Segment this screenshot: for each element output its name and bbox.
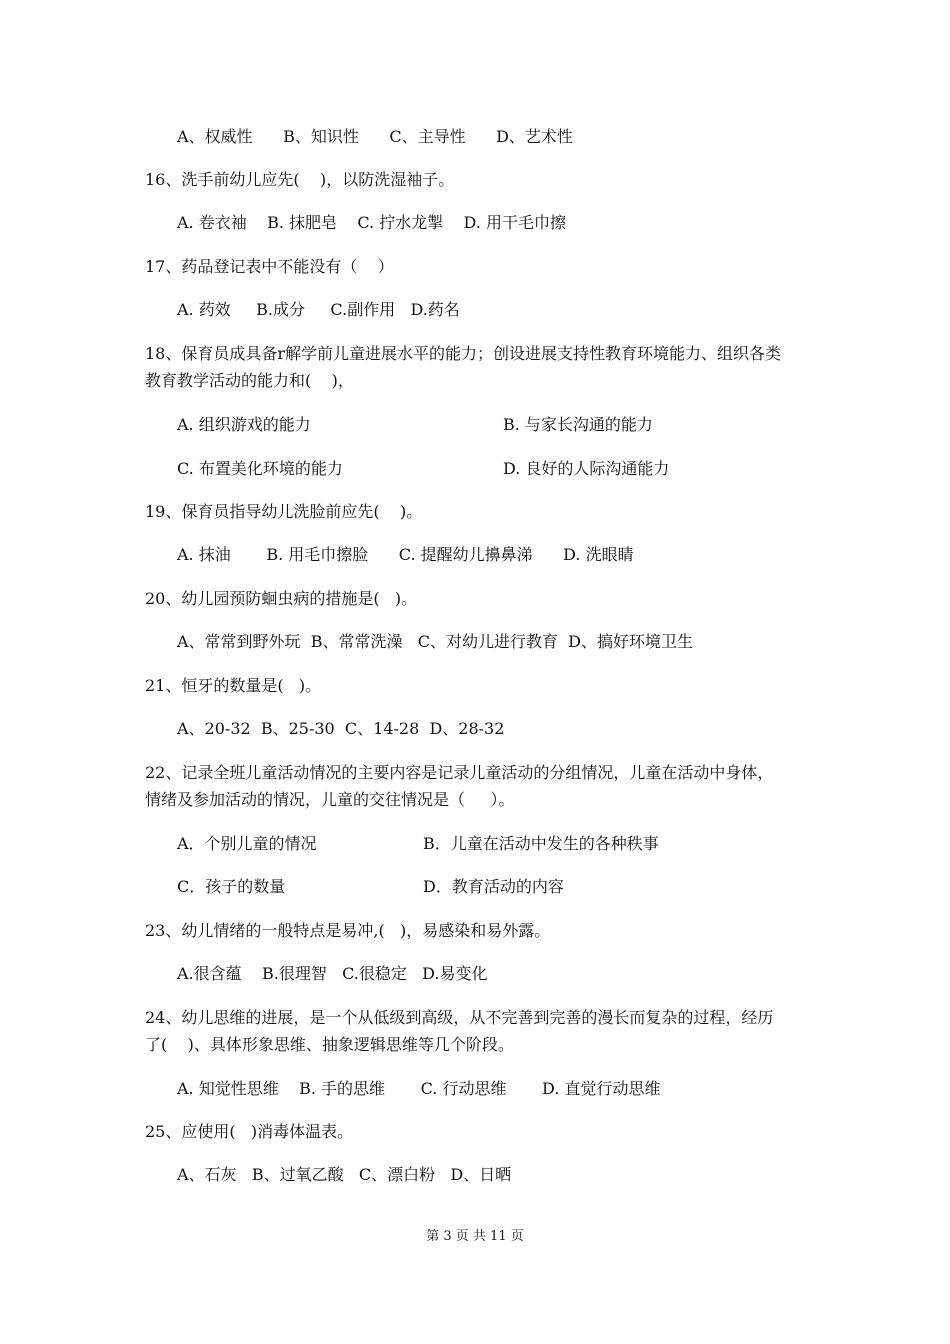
q18-stem-line2: 教育教学活动的能力和( )， xyxy=(145,371,354,390)
q25-options: A、石灰 B、过氧乙酸 C、漂白粉 D、日晒 xyxy=(177,1165,512,1184)
q16-options: A. 卷衣袖 B. 抹肥皂 C. 拧水龙掣 D. 用干毛巾擦 xyxy=(177,213,566,232)
q22-option-c: C．孩子的数量 xyxy=(177,877,286,896)
q18-stem-line1: 18、保育员成具备r解学前儿童进展水平的能力；创设进展支持性教育环境能力、组织各类 xyxy=(145,344,782,363)
page-footer: 第 3 页 共 11 页 xyxy=(426,1229,524,1244)
q24-stem-line2: 了( )、具体形象思维、抽象逻辑思维等几个阶段。 xyxy=(145,1035,514,1054)
q20-stem: 20、幼儿园预防蛔虫病的措施是( )。 xyxy=(145,589,418,608)
q22-stem-line2: 情绪及参加活动的情况，儿童的交往情况是（ ）。 xyxy=(145,790,515,809)
q23-stem: 23、幼儿情绪的一般特点是易冲,( )，易感染和易外露。 xyxy=(145,921,551,940)
q21-stem: 21、恒牙的数量是( )。 xyxy=(145,676,322,695)
q22-option-d: D．教育活动的内容 xyxy=(423,877,564,896)
q20-options: A、常常到野外玩 B、常常洗澡 C、对幼儿进行教育 D、搞好环境卫生 xyxy=(177,632,693,651)
q25-stem: 25、应使用( )消毒体温表。 xyxy=(145,1122,354,1141)
q17-options: A. 药效 B.成分 C.副作用 D.药名 xyxy=(177,300,460,319)
q16-stem: 16、洗手前幼儿应先( )，以防洗湿袖子。 xyxy=(145,170,455,189)
q18-option-a: A. 组织游戏的能力 xyxy=(177,415,311,434)
q18-option-c: C. 布置美化环境的能力 xyxy=(177,459,343,478)
q15-options: A、权威性 B、知识性 C、主导性 D、艺术性 xyxy=(177,127,573,146)
q18-option-b: B. 与家长沟通的能力 xyxy=(503,415,653,434)
q21-options: A、20-32 B、25-30 C、14-28 D、28-32 xyxy=(177,719,505,738)
q19-options: A. 抹油 B. 用毛巾擦脸 C. 提醒幼儿擤鼻涕 D. 洗眼睛 xyxy=(177,545,634,564)
q18-option-d: D. 良好的人际沟通能力 xyxy=(503,459,670,478)
q19-stem: 19、保育员指导幼儿洗脸前应先( )。 xyxy=(145,502,423,521)
q23-options: A.很含蕴 B.很理智 C.很稳定 D.易变化 xyxy=(177,964,488,983)
q24-options: A. 知觉性思维 B. 手的思维 C. 行动思维 D. 直觉行动思维 xyxy=(177,1079,661,1098)
q24-stem-line1: 24、幼儿思维的进展，是一个从低级到高级，从不完善到完善的漫长而复杂的过程，经历 xyxy=(145,1008,774,1027)
q22-option-b: B．儿童在活动中发生的各种秩事 xyxy=(423,834,659,853)
q22-stem-line1: 22、记录全班儿童活动情况的主要内容是记录儿童活动的分组情况，儿童在活动中身体， xyxy=(145,763,774,782)
q22-option-a: A．个别儿童的情况 xyxy=(177,834,317,853)
q17-stem: 17、药品登记表中不能没有（ ） xyxy=(145,257,394,276)
